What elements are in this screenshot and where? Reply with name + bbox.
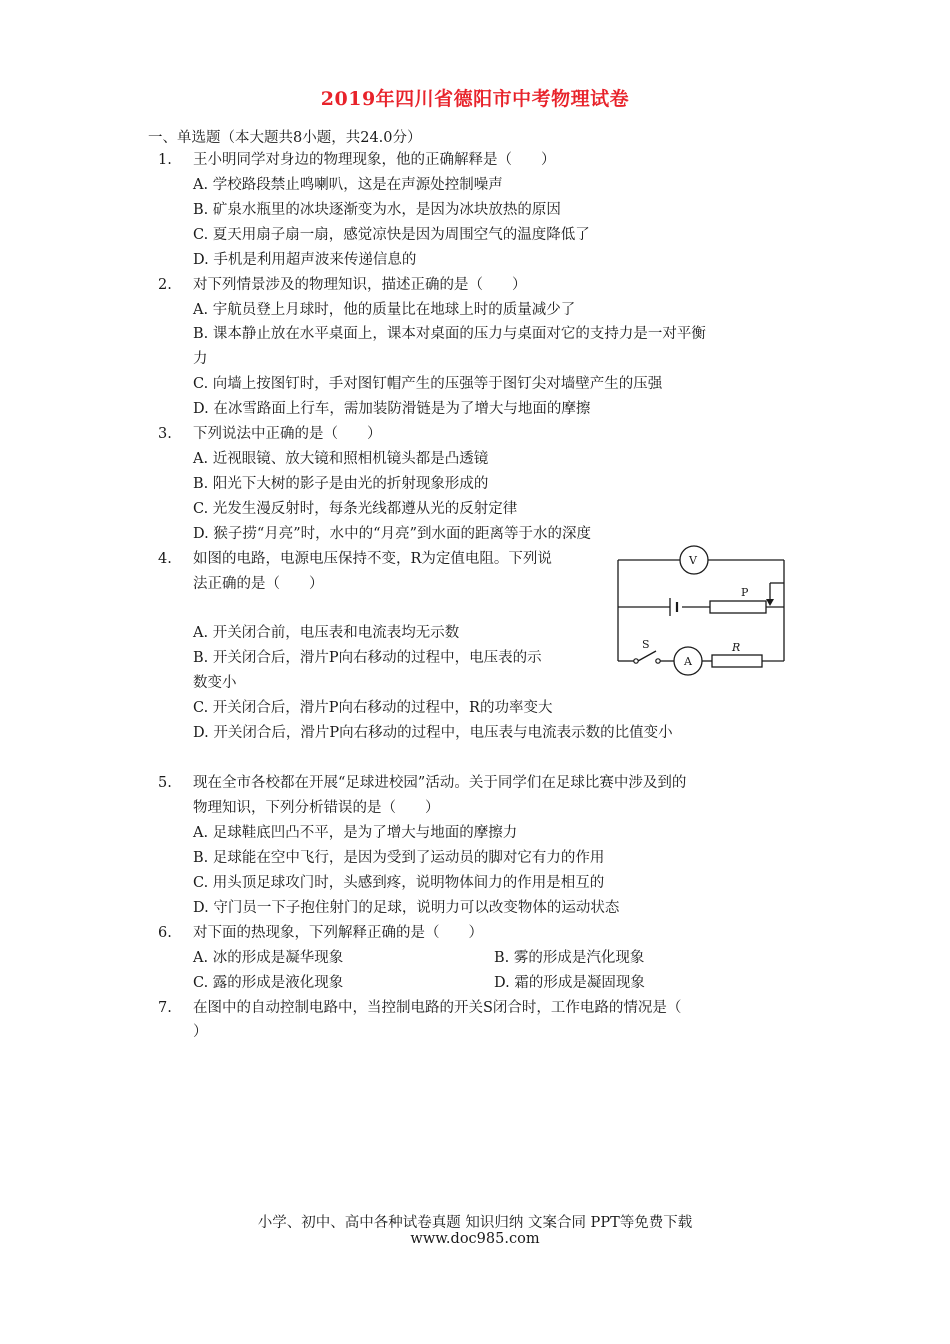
switch-blade — [638, 651, 656, 661]
question-text: 王小明同学对身边的物理现象，他的正确解释是（ ） — [193, 152, 556, 168]
question-text: 法正确的是（ ） — [193, 576, 324, 592]
option: A. 足球鞋底凹凸不平，是为了增大与地面的摩擦力 — [193, 825, 518, 841]
option: B. 课本静止放在水平桌面上，课本对桌面的压力与桌面对它的支持力是一对平衡 — [193, 326, 706, 342]
switch-contact — [634, 659, 638, 663]
option: D. 手机是利用超声波来传递信息的 — [193, 252, 417, 268]
circuit-diagram — [612, 540, 792, 676]
question-text: 下列说法中正确的是（ ） — [193, 426, 382, 442]
option: D. 猴子捞“月亮”时，水中的“月亮”到水面的距离等于水的深度 — [193, 526, 591, 542]
question-number: 2. — [158, 277, 172, 293]
question-number: 1. — [158, 152, 172, 168]
rheostat — [710, 601, 766, 613]
option: B. 阳光下大树的影子是由光的折射现象形成的 — [193, 476, 489, 492]
option: B. 雾的形成是汽化现象 — [494, 950, 645, 966]
option: B. 开关闭合后，滑片P向右移动的过程中，电压表的示 — [193, 650, 542, 666]
slider-label: P — [741, 586, 749, 599]
option: D. 霜的形成是凝固现象 — [494, 975, 645, 991]
switch-contact — [656, 659, 660, 663]
question-text: 物理知识，下列分析错误的是（ ） — [193, 800, 440, 816]
voltmeter-label: V — [689, 554, 697, 567]
option: C. 用头顶足球攻门时，头感到疼，说明物体间力的作用是相互的 — [193, 875, 605, 891]
option: C. 夏天用扇子扇一扇，感觉凉快是因为周围空气的温度降低了 — [193, 227, 590, 243]
page-title: 2019年四川省德阳市中考物理试卷 — [320, 88, 630, 110]
question-number: 4. — [158, 551, 172, 567]
fixed-resistor — [712, 655, 762, 667]
option: D. 守门员一下子抱住射门的足球，说明力可以改变物体的运动状态 — [193, 900, 620, 916]
option: B. 足球能在空中飞行，是因为受到了运动员的脚对它有力的作用 — [193, 850, 605, 866]
option: B. 矿泉水瓶里的冰块逐渐变为水，是因为冰块放热的原因 — [193, 202, 561, 218]
section-heading: 一、单选题（本大题共8小题，共24.0分） — [148, 130, 422, 146]
option: A. 开关闭合前，电压表和电流表均无示数 — [193, 625, 460, 641]
question-number: 7. — [158, 1000, 172, 1016]
question-text: 在图中的自动控制电路中，当控制电路的开关S闭合时，工作电路的情况是（ — [193, 1000, 682, 1016]
option: C. 开关闭合后，滑片P向右移动的过程中，R的功率变大 — [193, 700, 553, 716]
footer-url[interactable]: www.doc985.com — [410, 1231, 540, 1247]
option: A. 冰的形成是凝华现象 — [193, 950, 344, 966]
option: D. 在冰雪路面上行车，需加装防滑链是为了增大与地面的摩擦 — [193, 401, 591, 417]
question-text: 如图的电路，电源电压保持不变，R为定值电阻。下列说 — [193, 551, 552, 567]
question-number: 3. — [158, 426, 172, 442]
slider-arrowhead — [766, 599, 774, 606]
question-text: 对下面的热现象，下列解释正确的是（ ） — [193, 925, 483, 941]
option: 数变小 — [193, 675, 237, 691]
footer-text: 小学、初中、高中各种试卷真题 知识归纳 文案合同 PPT等免费下载 — [257, 1215, 693, 1231]
question-number: 5. — [158, 775, 172, 791]
resistor-label: R — [732, 641, 741, 654]
option: A. 学校路段禁止鸣喇叭，这是在声源处控制噪声 — [193, 177, 503, 193]
switch-label: S — [642, 638, 650, 651]
question-text: ） — [193, 1024, 208, 1040]
option: 力 — [193, 351, 208, 367]
question-number: 6. — [158, 925, 172, 941]
option: D. 开关闭合后，滑片P向右移动的过程中，电压表与电流表示数的比值变小 — [193, 725, 673, 741]
option: C. 向墙上按图钉时，手对图钉帽产生的压强等于图钉尖对墙壁产生的压强 — [193, 376, 663, 392]
question-text: 现在全市各校都在开展“足球进校园”活动。关于同学们在足球比赛中涉及到的 — [193, 775, 687, 791]
option: C. 露的形成是液化现象 — [193, 975, 344, 991]
option: C. 光发生漫反射时，每条光线都遵从光的反射定律 — [193, 501, 518, 517]
ammeter-label: A — [684, 655, 692, 668]
option: A. 宇航员登上月球时，他的质量比在地球上时的质量减少了 — [193, 302, 576, 318]
option: A. 近视眼镜、放大镜和照相机镜头都是凸透镜 — [193, 451, 489, 467]
question-text: 对下列情景涉及的物理知识，描述正确的是（ ） — [193, 277, 527, 293]
